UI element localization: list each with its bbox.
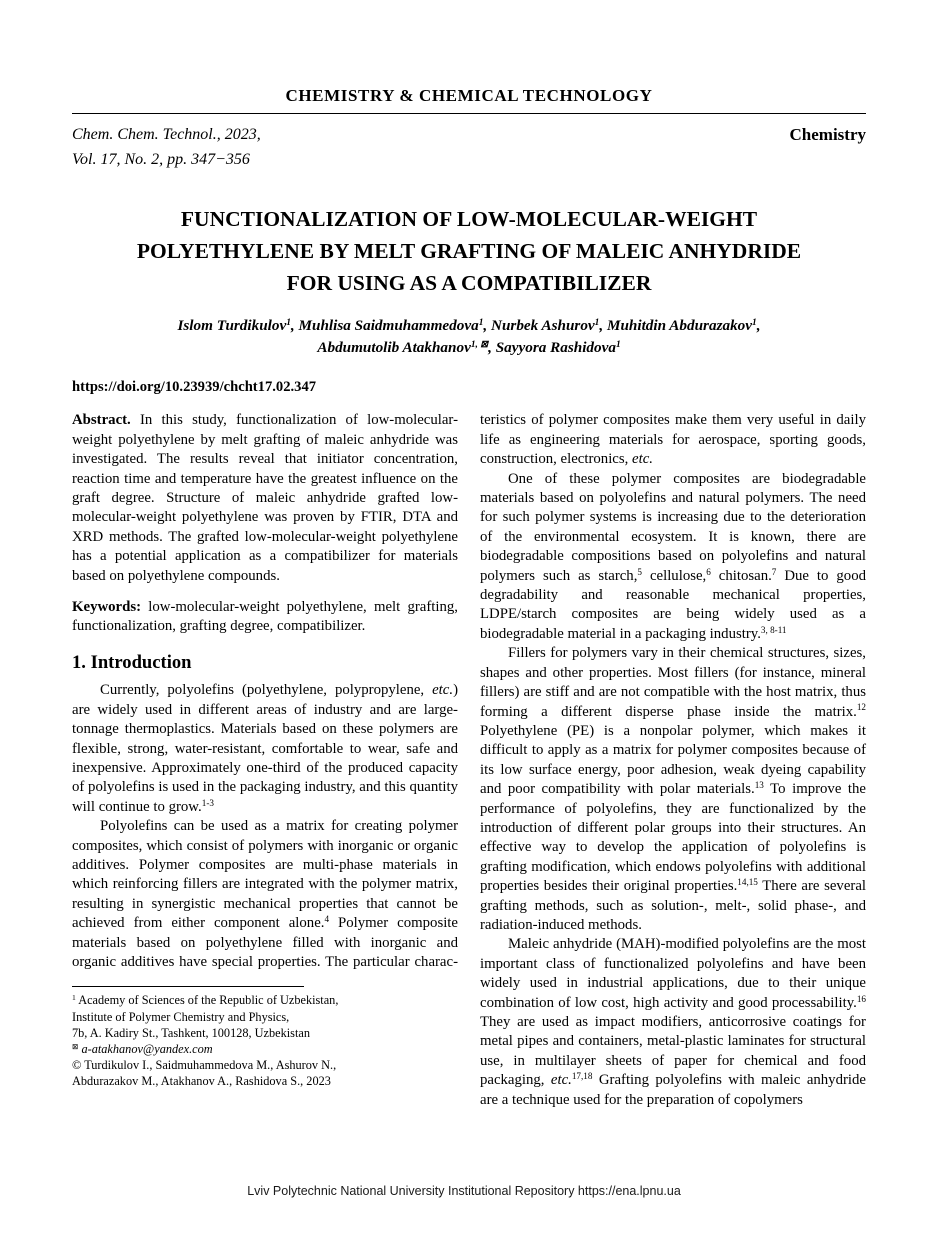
article-title [82,203,856,300]
abstract-paragraph: Abstract. In this study, functionalization of low-molecular-weight polyethylene by melt grafting of maleic anhydride was investigated. The results reveal that initiator concentration, reaction time and temperature have the greatest influence on the graft degree. Structure of maleic anhydride grafted low-molecular-weight polyethylene was proven by FTIR, DTA and XRD methods. The grafted low-molecular-weight polyethylene has a potential application as a compatibilizer for materials based on polyethylene compounds. [72,412,458,584]
footnote-email-line: ⊠ a-atakhanov@yandex.com [72,1041,213,1056]
left-column [72,411,458,1110]
author-line-2: Abdumutolib Atakhanov$^{1, ⊠}$, Sayyora Rashidova$^1$ [317,339,621,357]
body-paragraph: teristics of polymer composites make them very useful in daily life as engineering materials for aerospace, sporting goods, construction, electronics, etc. [480,412,866,468]
body-paragraph: Polyolefins can be used as a matrix for creating polymer composites, which consist of polymers with inorganic or organic additives. Polymer composites are multi-phase materials in which reinforcing fillers are integrated with the polymer matrix, resulting in synergistic mechanical properties that cannot be achieved from either component alone.$^4$ Polymer composite materials based on polyethylene filled with inorganic and organic additives have special properties. The particular charac- [72,818,458,970]
section-label: Chemistry [789,125,866,144]
journal-name: CHEMISTRY & CHEMICAL TECHNOLOGY [285,86,653,105]
footnote-line: $^1$ Academy of Sciences of the Republic of Uzbekistan, [72,993,339,1008]
right-column [480,411,866,1110]
affiliation-footnote [72,986,458,1089]
keywords-paragraph: Keywords: low-molecular-weight polyethylene, melt grafting, functionalization, grafting degree, compatibilizer. [72,599,458,635]
introduction-heading: 1. Introduction [72,651,192,673]
footnote-line: 7b, A. Kadiry St., Tashkent, 100128, Uzbekistan [72,1025,310,1040]
body-paragraph: Currently, polyolefins (polyethylene, polypropylene, etc.) are widely used in different areas of industry and are large-tonnage thermoplastics. Materials based on these polymers are flexible, strong, water-resistant, comfortable to wear, safe and inexpensive. Approximately one-third of the produced capacity of polyolefins is used in the packaging industry, and this quantity will continue to grow.$^{1-3}$ [72,682,458,815]
repository-footer: Lviv Polytechnic National University Institutional Repository https://ena.lpnu.ua [247,1184,681,1198]
citation-line-1: Chem. Chem. Technol., 2023, [72,126,261,143]
title-line-2: POLYETHYLENE BY MELT GRAFTING OF MALEIC ANHYDRIDE [136,238,802,263]
citation-line-2: Vol. 17, No. 2, pp. 347−356 [72,150,250,168]
body-paragraph: One of these polymer composites are biodegradable materials based on polyolefins and natural polymers. The need for such polymer systems is increasing due to the deterioration of the environmental ecosystem. It is known, there are biodegradable compositions based on polyolefins and natural polymers such as starch,$^5$ cellulose,$^6$ chitosan.$^7$ Due to good degradability and reasonable mechanical properties, LDPE/starch composites are being widely used as a biodegradable material in a packaging industry.$^{3, 8-11}$ [480,470,866,642]
footnote-copyright-line: Abdurazakov M., Atakhanov A., Rashidova S., 2023 [72,1074,331,1089]
footnote-rule [72,986,304,987]
two-column-body [72,411,866,1110]
title-line-3: FOR USING AS A COMPATIBILIZER [286,271,652,296]
title-line-1: FUNCTIONALIZATION OF LOW-MOLECULAR-WEIGHT [180,206,758,231]
author-line-1: Islom Turdikulov$^1$, Muhlisa Saidmuhammedova$^1$, Nurbek Ashurov$^1$, Muhitdin Abdurazakov$^1$, [177,317,761,335]
body-paragraph: Fillers for polymers vary in their chemical structures, sizes, shapes and other properties. Most fillers (for instance, mineral fillers) are stiff and are not compatible with the host matrix, thus forming a different disperse phase inside the matrix.$^{12}$ Polyethylene (PE) is a nonpolar polymer, which makes it difficult to apply as a matrix for polymer composites because of its low surface energy, poor adhesion, weak dyeing capability and poor compatibility with polar materials.$^{13}$ To improve the performance of polyolefins, they are functionalized by the introduction of different polar groups into their structures. An effective way to develop the application of polyolefins is grafting modification, which endows polyolefins with additional properties besides their original properties.$^{14,15}$ There are several grafting methods, such as solution-, melt-, solid phase-, and radiation-induced methods. [480,645,867,933]
citation-block [72,123,261,173]
footnote-line: Institute of Polymer Chemistry and Physics, [72,1009,290,1024]
author-list [72,315,866,359]
citation-row [72,123,866,173]
body-paragraph: Maleic anhydride (MAH)-modified polyolefins are the most important class of functionalized polyolefins and have been widely used in industrial applications, due to their unique combination of low cost, high activity and good processability.$^{16}$ They are used as impact modifiers, anticorrosive coatings for metal pipes and containers, metal-plastic laminates for structural use, in multilayer sheets of paper for chemical and food packaging, etc.$^{17,18}$ Grafting polyolefins with maleic anhydride are a technique used for the preparation of copolymers [480,936,866,1108]
doi-link: https://doi.org/10.23939/chcht17.02.347 [72,379,317,396]
page-content [72,0,866,1110]
footnote-copyright-line: © Turdikulov I., Saidmuhammedova M., Ashurov N., [72,1058,337,1073]
header-rule [72,113,866,114]
